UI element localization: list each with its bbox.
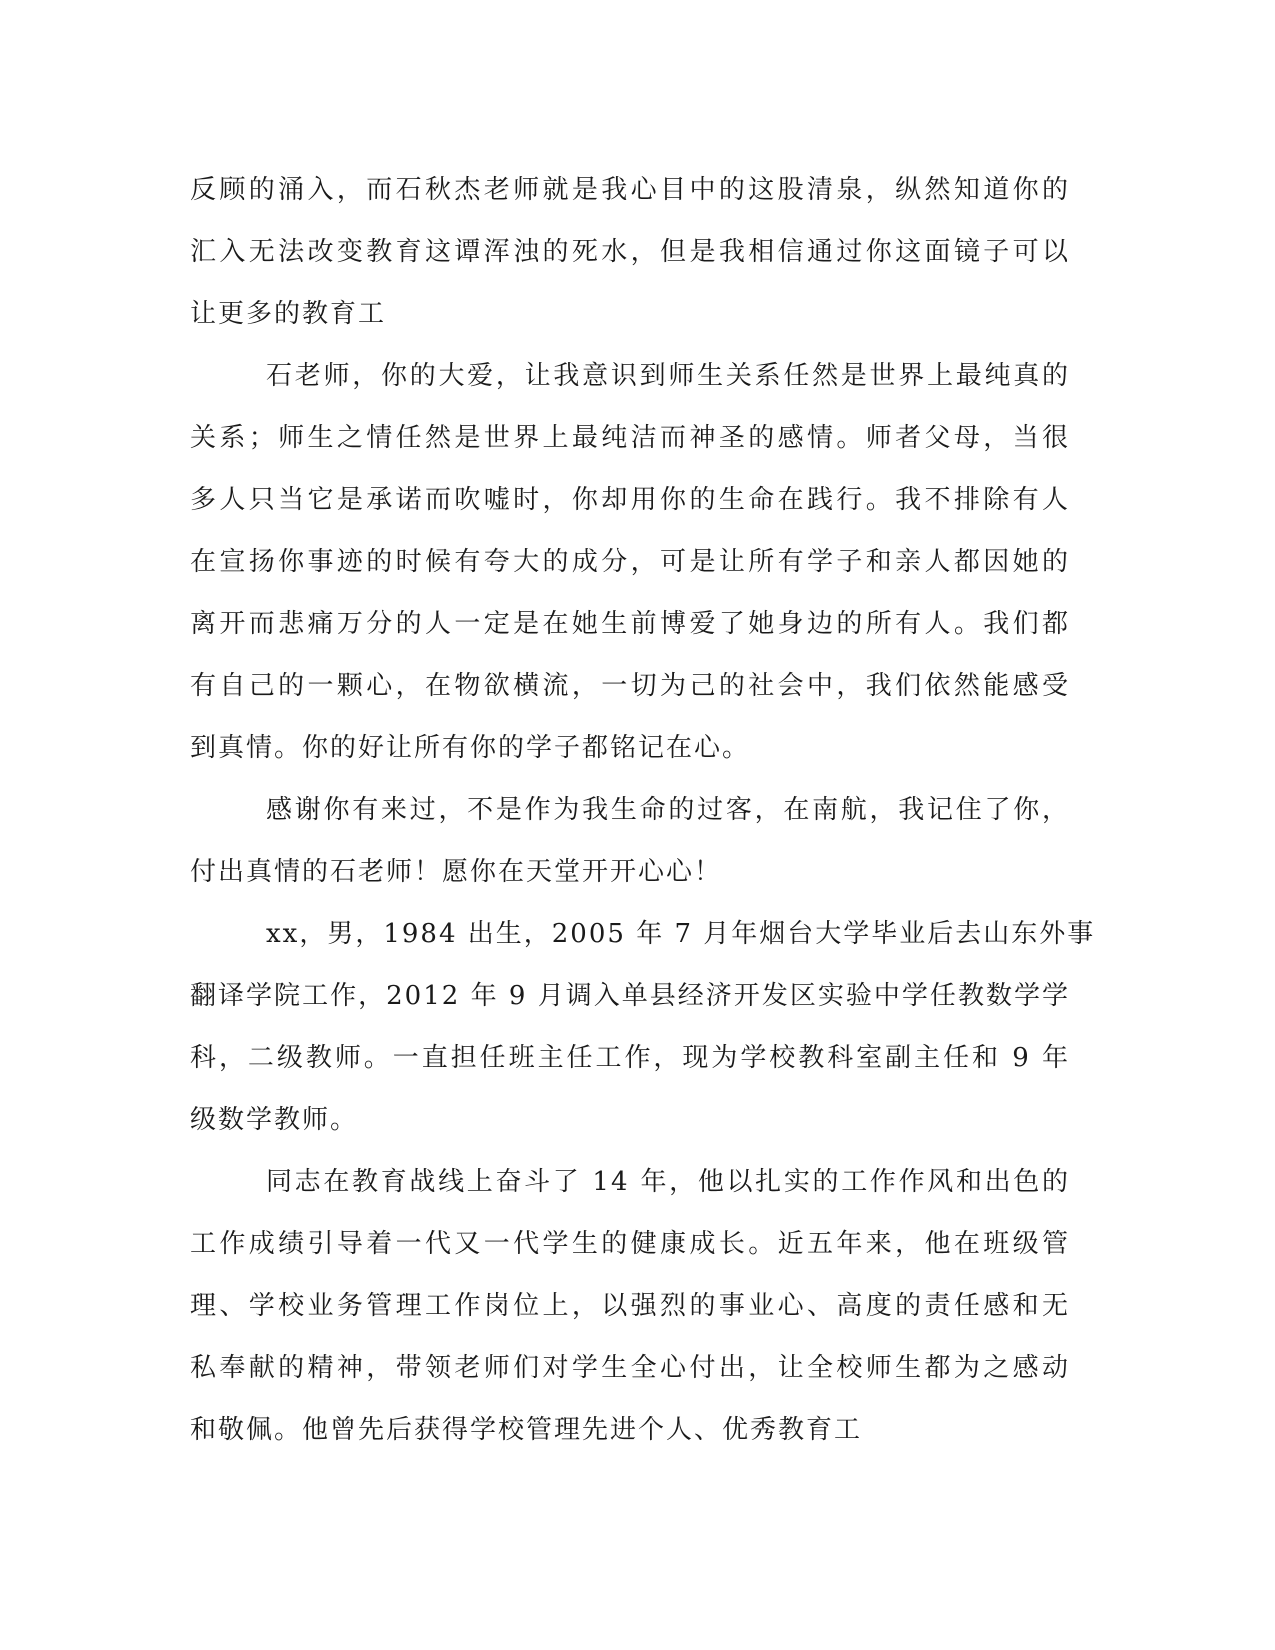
paragraph-5: [190, 1151, 1070, 1461]
document-body: [190, 159, 1096, 1461]
text-line: 付出真情的石老师！愿你在天堂开开心心！: [190, 857, 723, 887]
text-line: 有自己的一颗心，在物欲横流，一切为己的社会中，我们依然能感受: [190, 671, 1070, 701]
paragraph-1: [190, 159, 1070, 345]
text-line: 到真情。你的好让所有你的学子都铭记在心。: [190, 733, 751, 763]
text-line: xx，男，1984 出生，2005 年 7 月年烟台大学毕业后去山东外事: [266, 919, 1096, 949]
text-line: 同志在教育战线上奋斗了 14 年，他以扎实的工作作风和出色的: [266, 1167, 1070, 1197]
paragraph-4: [190, 903, 1096, 1151]
text-line: 离开而悲痛万分的人一定是在她生前博爱了她身边的所有人。我们都: [190, 609, 1070, 639]
paragraph-3: [190, 779, 1070, 903]
text-line: 和敬佩。他曾先后获得学校管理先进个人、优秀教育工: [190, 1415, 863, 1445]
text-line: 科，二级教师。一直担任班主任工作，现为学校教科室副主任和 9 年: [190, 1043, 1070, 1073]
text-line: 感谢你有来过，不是作为我生命的过客，在南航，我记住了你，: [266, 795, 1070, 825]
text-line: 让更多的教育工: [190, 299, 387, 329]
text-line: 私奉献的精神，带领老师们对学生全心付出，让全校师生都为之感动: [190, 1353, 1070, 1383]
text-line: 反顾的涌入，而石秋杰老师就是我心目中的这股清泉，纵然知道你的: [190, 175, 1070, 205]
text-line: 多人只当它是承诺而吹嘘时，你却用你的生命在践行。我不排除有人: [190, 485, 1070, 515]
text-line: 理、学校业务管理工作岗位上，以强烈的事业心、高度的责任感和无: [190, 1291, 1070, 1321]
text-line: 石老师，你的大爱，让我意识到师生关系任然是世界上最纯真的: [266, 361, 1070, 391]
text-line: 在宣扬你事迹的时候有夸大的成分，可是让所有学子和亲人都因她的: [190, 547, 1070, 577]
text-line: 关系；师生之情任然是世界上最纯洁而神圣的感情。师者父母，当很: [190, 423, 1070, 453]
text-line: 工作成绩引导着一代又一代学生的健康成长。近五年来，他在班级管: [190, 1229, 1070, 1259]
text-line: 级数学教师。: [190, 1105, 359, 1135]
paragraph-2: [190, 345, 1070, 779]
text-line: 汇入无法改变教育这谭浑浊的死水，但是我相信通过你这面镜子可以: [190, 237, 1070, 267]
text-line: 翻译学院工作，2012 年 9 月调入单县经济开发区实验中学任教数学学: [190, 981, 1070, 1011]
